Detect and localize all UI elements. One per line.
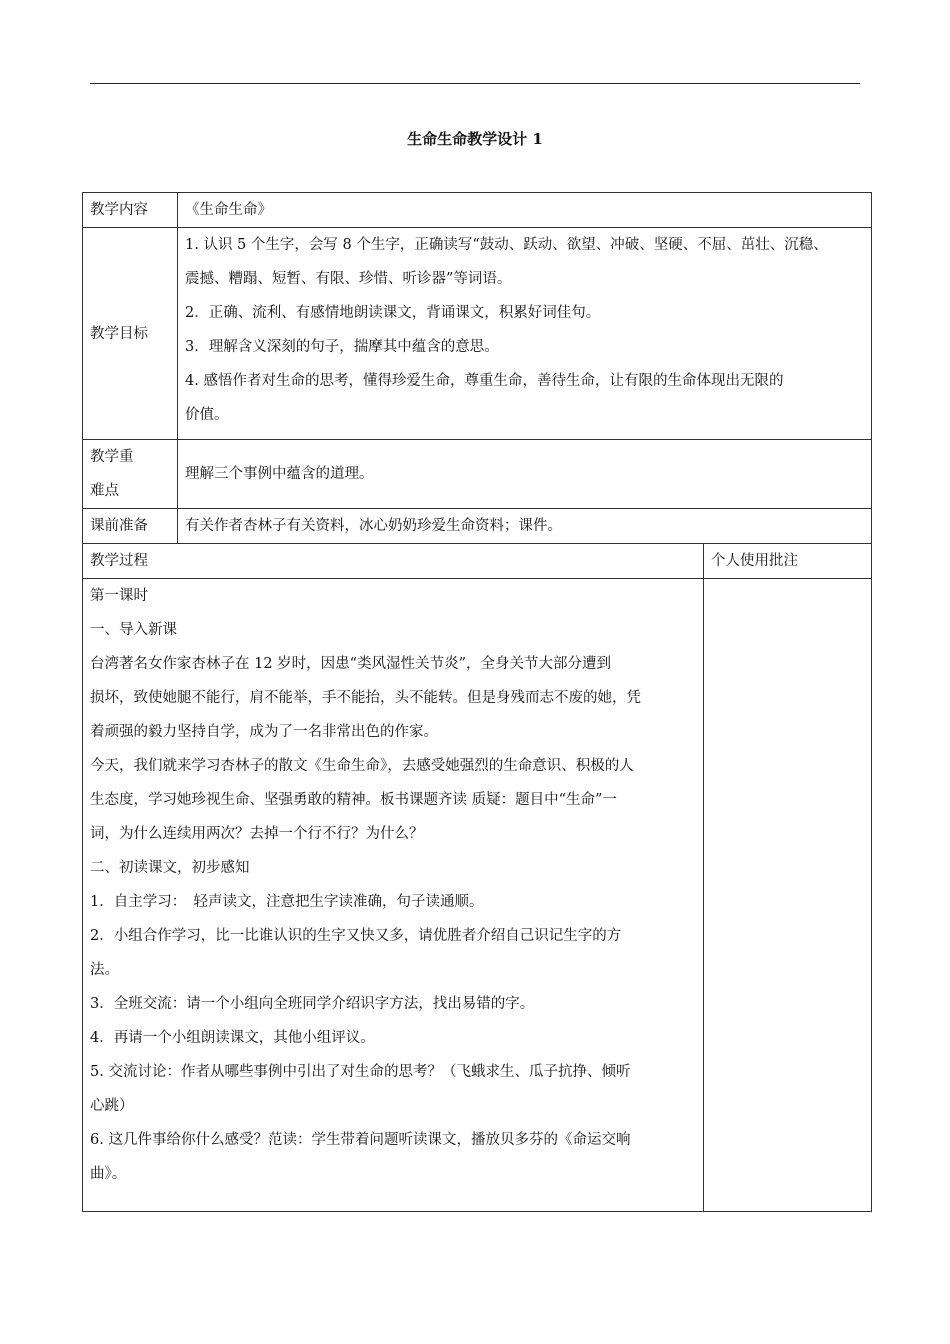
label-key: 教学重 难点 — [83, 440, 178, 509]
label-notes: 个人使用批注 — [704, 544, 872, 579]
process-line: 台湾著名女作家杏林子在 12 岁时，因患“类风湿性关节炎”，全身关节大部分遭到 — [90, 656, 611, 672]
process-line: 5. 交流讨论：作者从哪些事例中引出了对生命的思考？（飞蛾求生、瓜子抗挣、倾听 — [90, 1064, 631, 1080]
process-line: 损坏，致使她腿不能行，肩不能举，手不能抬，头不能转。但是身残而志不废的她，凭 — [90, 690, 641, 706]
goal-line: 2．正确、流利、有感情地朗读课文，背诵课文，积累好词佳句。 — [185, 305, 601, 321]
row-process-body — [83, 579, 872, 1212]
process-line: 第一课时 — [90, 588, 148, 604]
goal-line: 价值。 — [185, 407, 229, 423]
label-prep: 课前准备 — [83, 509, 178, 544]
process-line: 生态度，学习她珍视生命、坚强勇敢的精神。板书课题齐读 质疑：题目中“生命”一 — [90, 792, 617, 808]
process-line: 词，为什么连续用两次？去掉一个行不行？为什么？ — [90, 826, 424, 842]
process-line: 今天，我们就来学习杏林子的散文《生命生命》，去感受她强烈的生命意识、积极的人 — [90, 758, 634, 774]
process-line: 2．小组合作学习，比一比谁认识的生字又快又多，请优胜者介绍自己识记生字的方 — [90, 928, 622, 944]
page-title: 生命生命教学设计 1 — [407, 130, 543, 148]
process-line: 着顽强的毅力坚持自学，成为了一名非常出色的作家。 — [90, 724, 438, 740]
row-content — [83, 193, 872, 228]
row-key — [83, 440, 872, 509]
goal-line: 1. 认识 5 个生字，会写 8 个生字，正确读写“鼓动、跃动、欲望、冲破、坚硬、不屈、茁壮、沉稳、 — [185, 237, 828, 253]
process-line: 心跳） — [90, 1098, 134, 1114]
process-body — [83, 579, 704, 1212]
value-key: 理解三个事例中蕴含的道理。 — [178, 440, 872, 509]
notes-cell — [704, 579, 872, 1212]
label-goals: 教学目标 — [83, 228, 178, 440]
label-process: 教学过程 — [83, 544, 704, 579]
process-line: 二、初读课文，初步感知 — [90, 860, 250, 876]
process-line: 6. 这几件事给你什么感受？范读：学生带着问题听读课文，播放贝多芬的《命运交响 — [90, 1132, 631, 1148]
lesson-plan-table — [82, 192, 872, 1212]
process-line: 法。 — [90, 962, 119, 978]
process-line: 4．再请一个小组朗读课文，其他小组评议。 — [90, 1030, 375, 1046]
label-content: 教学内容 — [83, 193, 178, 228]
process-line: 曲》。 — [90, 1166, 127, 1182]
process-line: 1．自主学习： 轻声读文，注意把生字读准确，句子读通顺。 — [90, 894, 484, 910]
row-goals — [83, 228, 872, 440]
value-prep: 有关作者杏林子有关资料，冰心奶奶珍爱生命资料；课件。 — [178, 509, 872, 544]
row-process-header — [83, 544, 872, 579]
value-goals — [178, 228, 872, 440]
goal-line: 震撼、糟蹋、短暂、有限、珍惜、听诊器”等词语。 — [185, 271, 512, 287]
goal-line: 3．理解含义深刻的句子，揣摩其中蕴含的意思。 — [185, 339, 499, 355]
goal-line: 4. 感悟作者对生命的思考，懂得珍爱生命，尊重生命，善待生命，让有限的生命体现出无限的 — [185, 373, 784, 389]
value-content: 《生命生命》 — [178, 193, 872, 228]
header-rule — [90, 83, 860, 84]
process-line: 3．全班交流：请一个小组向全班同学介绍识字方法，找出易错的字。 — [90, 996, 535, 1012]
row-prep — [83, 509, 872, 544]
process-line: 一、导入新课 — [90, 622, 177, 638]
